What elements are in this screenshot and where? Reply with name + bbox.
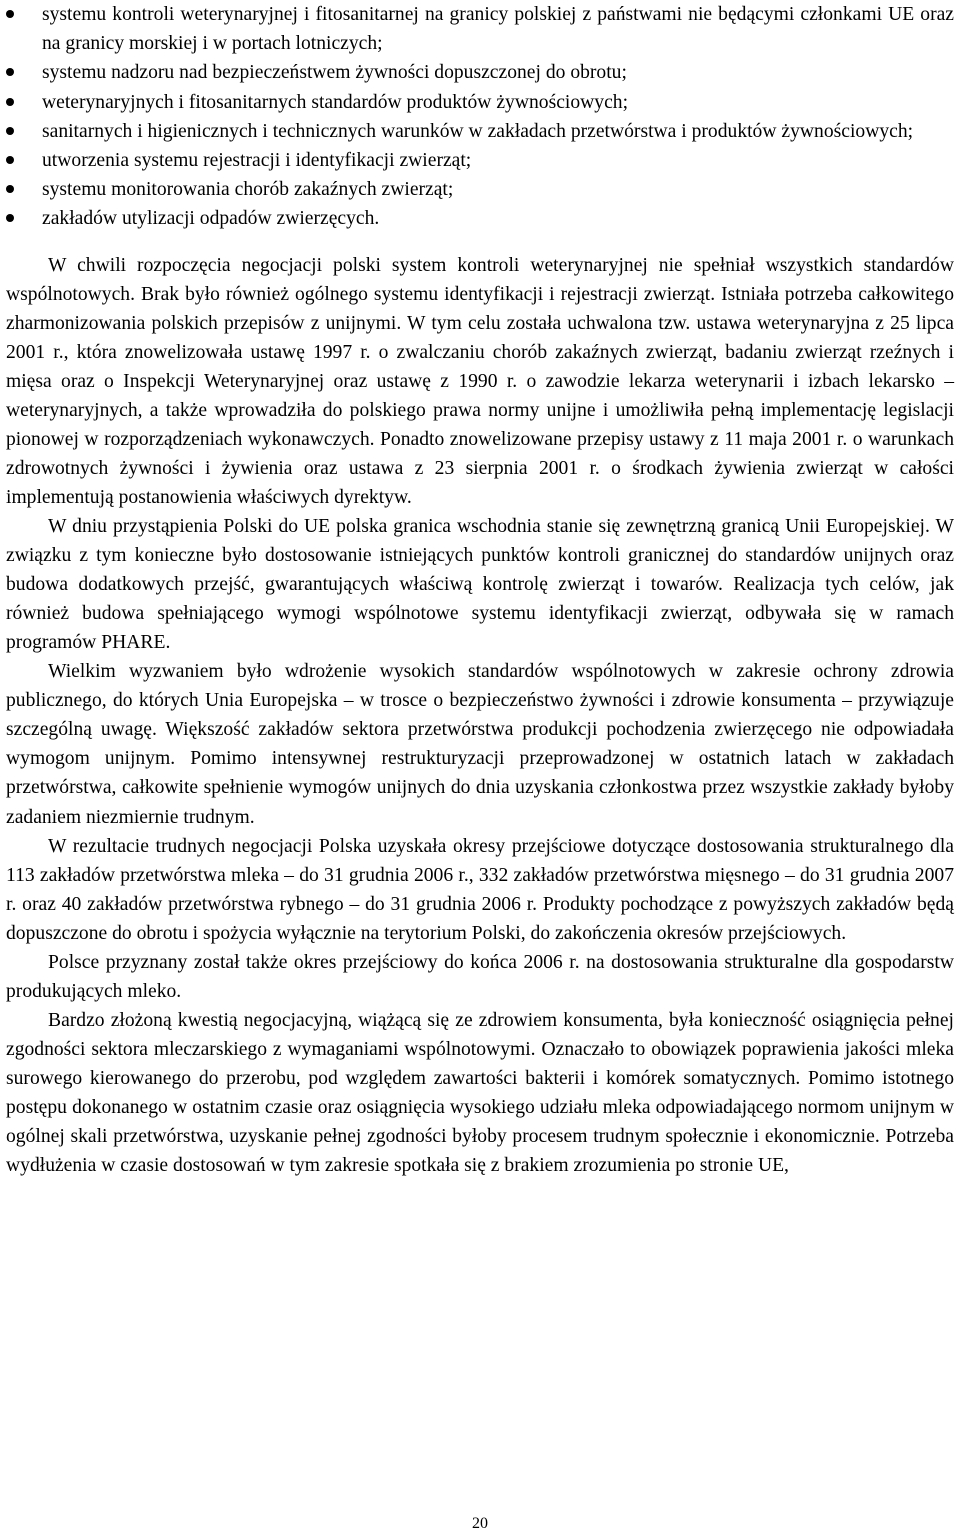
list-item: [6, 117, 954, 146]
bullet-icon: [6, 185, 14, 193]
spacer: [6, 234, 954, 251]
page-number: 20: [472, 1515, 488, 1532]
list-item-text: systemu nadzoru nad bezpieczeństwem żywności dopuszczonej do obrotu;: [42, 62, 627, 84]
bullet-icon: [6, 156, 14, 164]
bullet-icon: [6, 214, 14, 222]
bullet-icon: [6, 10, 14, 18]
document-page: [6, 0, 954, 1180]
list-item: [6, 175, 954, 204]
list-item-text: systemu monitorowania chorób zakaźnych zwierząt;: [42, 179, 454, 201]
list-item: [6, 204, 954, 233]
paragraph: W rezultacie trudnych negocjacji Polska uzyskała okresy przejściowe dotyczące dostosowania strukturalnego dla 113 zakładów przetwórstwa mleka – do 31 grudnia 2006 r., 332 zakładów przetwórstwa mięsnego – do 31 grudnia 2007 r. oraz 40 zakładów przetwórstwa rybnego – do 31 grudnia 2006 r. Produkty pochodzące z powyższych zakładów będą dopuszczone do obrotu i spożycia wyłącznie na terytorium Polski, do zakończenia okresów przejściowych.: [6, 835, 954, 944]
paragraph: W chwili rozpoczęcia negocjacji polski system kontroli weterynaryjnej nie spełniał wszystkich standardów wspólnotowych. Brak było również ogólnego systemu identyfikacji i rejestracji zwierząt. Istniała potrzeba całkowitego zharmonizowania polskich przepisów z unijnymi. W tym celu została uchwalona tzw. ustawa weterynaryjna z 25 lipca 2001 r., która znowelizowała ustawę 1997 r. o zwalczaniu chorób zakaźnych zwierząt, badaniu zwierząt rzeźnych i mięsa oraz o Inspekcji Weterynaryjnej oraz ustawę z 1990 r. o zawodzie lekarza weterynarii i izbach lekarsko – weterynaryjnych, a także wprowadziła do polskiego prawa normy unijne i umożliwiła pełną implementację legislacji pionowej w rozporządzeniach wykonawczych. Ponadto znowelizowane przepisy ustawy z 11 maja 2001 r. o warunkach zdrowotnych żywności i żywienia oraz ustawa z 23 sierpnia 2001 r. o środkach żywienia zwierząt w całości implementują postanowienia właściwych dyrektyw.: [6, 254, 954, 508]
paragraph: Polsce przyznany został także okres przejściowy do końca 2006 r. na dostosowania strukturalne dla gospodarstw produkujących mleko.: [6, 951, 954, 1002]
list-item: [6, 88, 954, 117]
bullet-list: [6, 0, 954, 234]
list-item-text: utworzenia systemu rejestracji i identyfikacji zwierząt;: [42, 150, 472, 172]
bullet-icon: [6, 68, 14, 76]
paragraph: W dniu przystąpienia Polski do UE polska granica wschodnia stanie się zewnętrzną granicą Unii Europejskiej. W związku z tym konieczne było dostosowanie istniejących punktów kontroli granicznej do standardów unijnych oraz budowa dodatkowych przejść, gwarantujących właściwą kontrolę zwierząt i towarów. Realizacja tych celów, jak również budowa spełniającego wymogi wspólnotowe systemu identyfikacji zwierząt, odbywała się w ramach programów PHARE.: [6, 516, 954, 654]
list-item-text: systemu kontroli weterynaryjnej i fitosanitarnej na granicy polskiej z państwami nie będącymi członkami UE oraz na granicy morskiej i w portach lotniczych;: [42, 4, 954, 55]
list-item-text: weterynaryjnych i fitosanitarnych standardów produktów żywnościowych;: [42, 91, 629, 113]
bullet-icon: [6, 98, 14, 106]
list-item-text: zakładów utylizacji odpadów zwierzęcych.: [42, 208, 380, 230]
paragraph: Bardzo złożoną kwestią negocjacyjną, wiążącą się ze zdrowiem konsumenta, była konieczność osiągnięcia pełnej zgodności sektora mleczarskiego z wymaganiami wspólnotowymi. Oznaczało to obowiązek poprawienia jakości mleka surowego kierowanego do przerobu, pod względem zawartości bakterii i komórek somatycznych. Pomimo istotnego postępu dokonanego w ostatnim czasie oraz osiągnięcia wysokiego udziału mleka odpowiadającego normom unijnym w ogólnej skali przetwórstwa, uzyskanie pełnej zgodności byłoby procesem trudnym społecznie i ekonomicznie. Potrzeba wydłużenia w czasie dostosowań w tym zakresie spotkała się z brakiem zrozumienia po stronie UE,: [6, 1009, 954, 1177]
bullet-icon: [6, 127, 14, 135]
list-item: [6, 58, 954, 87]
paragraph: Wielkim wyzwaniem było wdrożenie wysokich standardów wspólnotowych w zakresie ochrony zdrowia publicznego, do których Unia Europejska – w trosce o bezpieczeństwo żywności i zdrowie konsumenta – przywiązuje szczególną uwagę. Większość zakładów sektora przetwórstwa produkcji pochodzenia zwierzęcego nie odpowiadała wymogom unijnym. Pomimo intensywnej restrukturyzacji przeprowadzonej w ostatnich latach w zakładach przetwórstwa, całkowite spełnienie wymogów unijnych do dnia uzyskania członkostwa przez wszystkie zakłady byłoby zadaniem niezmiernie trudnym.: [6, 661, 954, 828]
list-item: [6, 0, 954, 58]
list-item: [6, 146, 954, 175]
list-item-text: sanitarnych i higienicznych i technicznych warunków w zakładach przetwórstwa i produktów żywnościowych;: [42, 120, 914, 142]
